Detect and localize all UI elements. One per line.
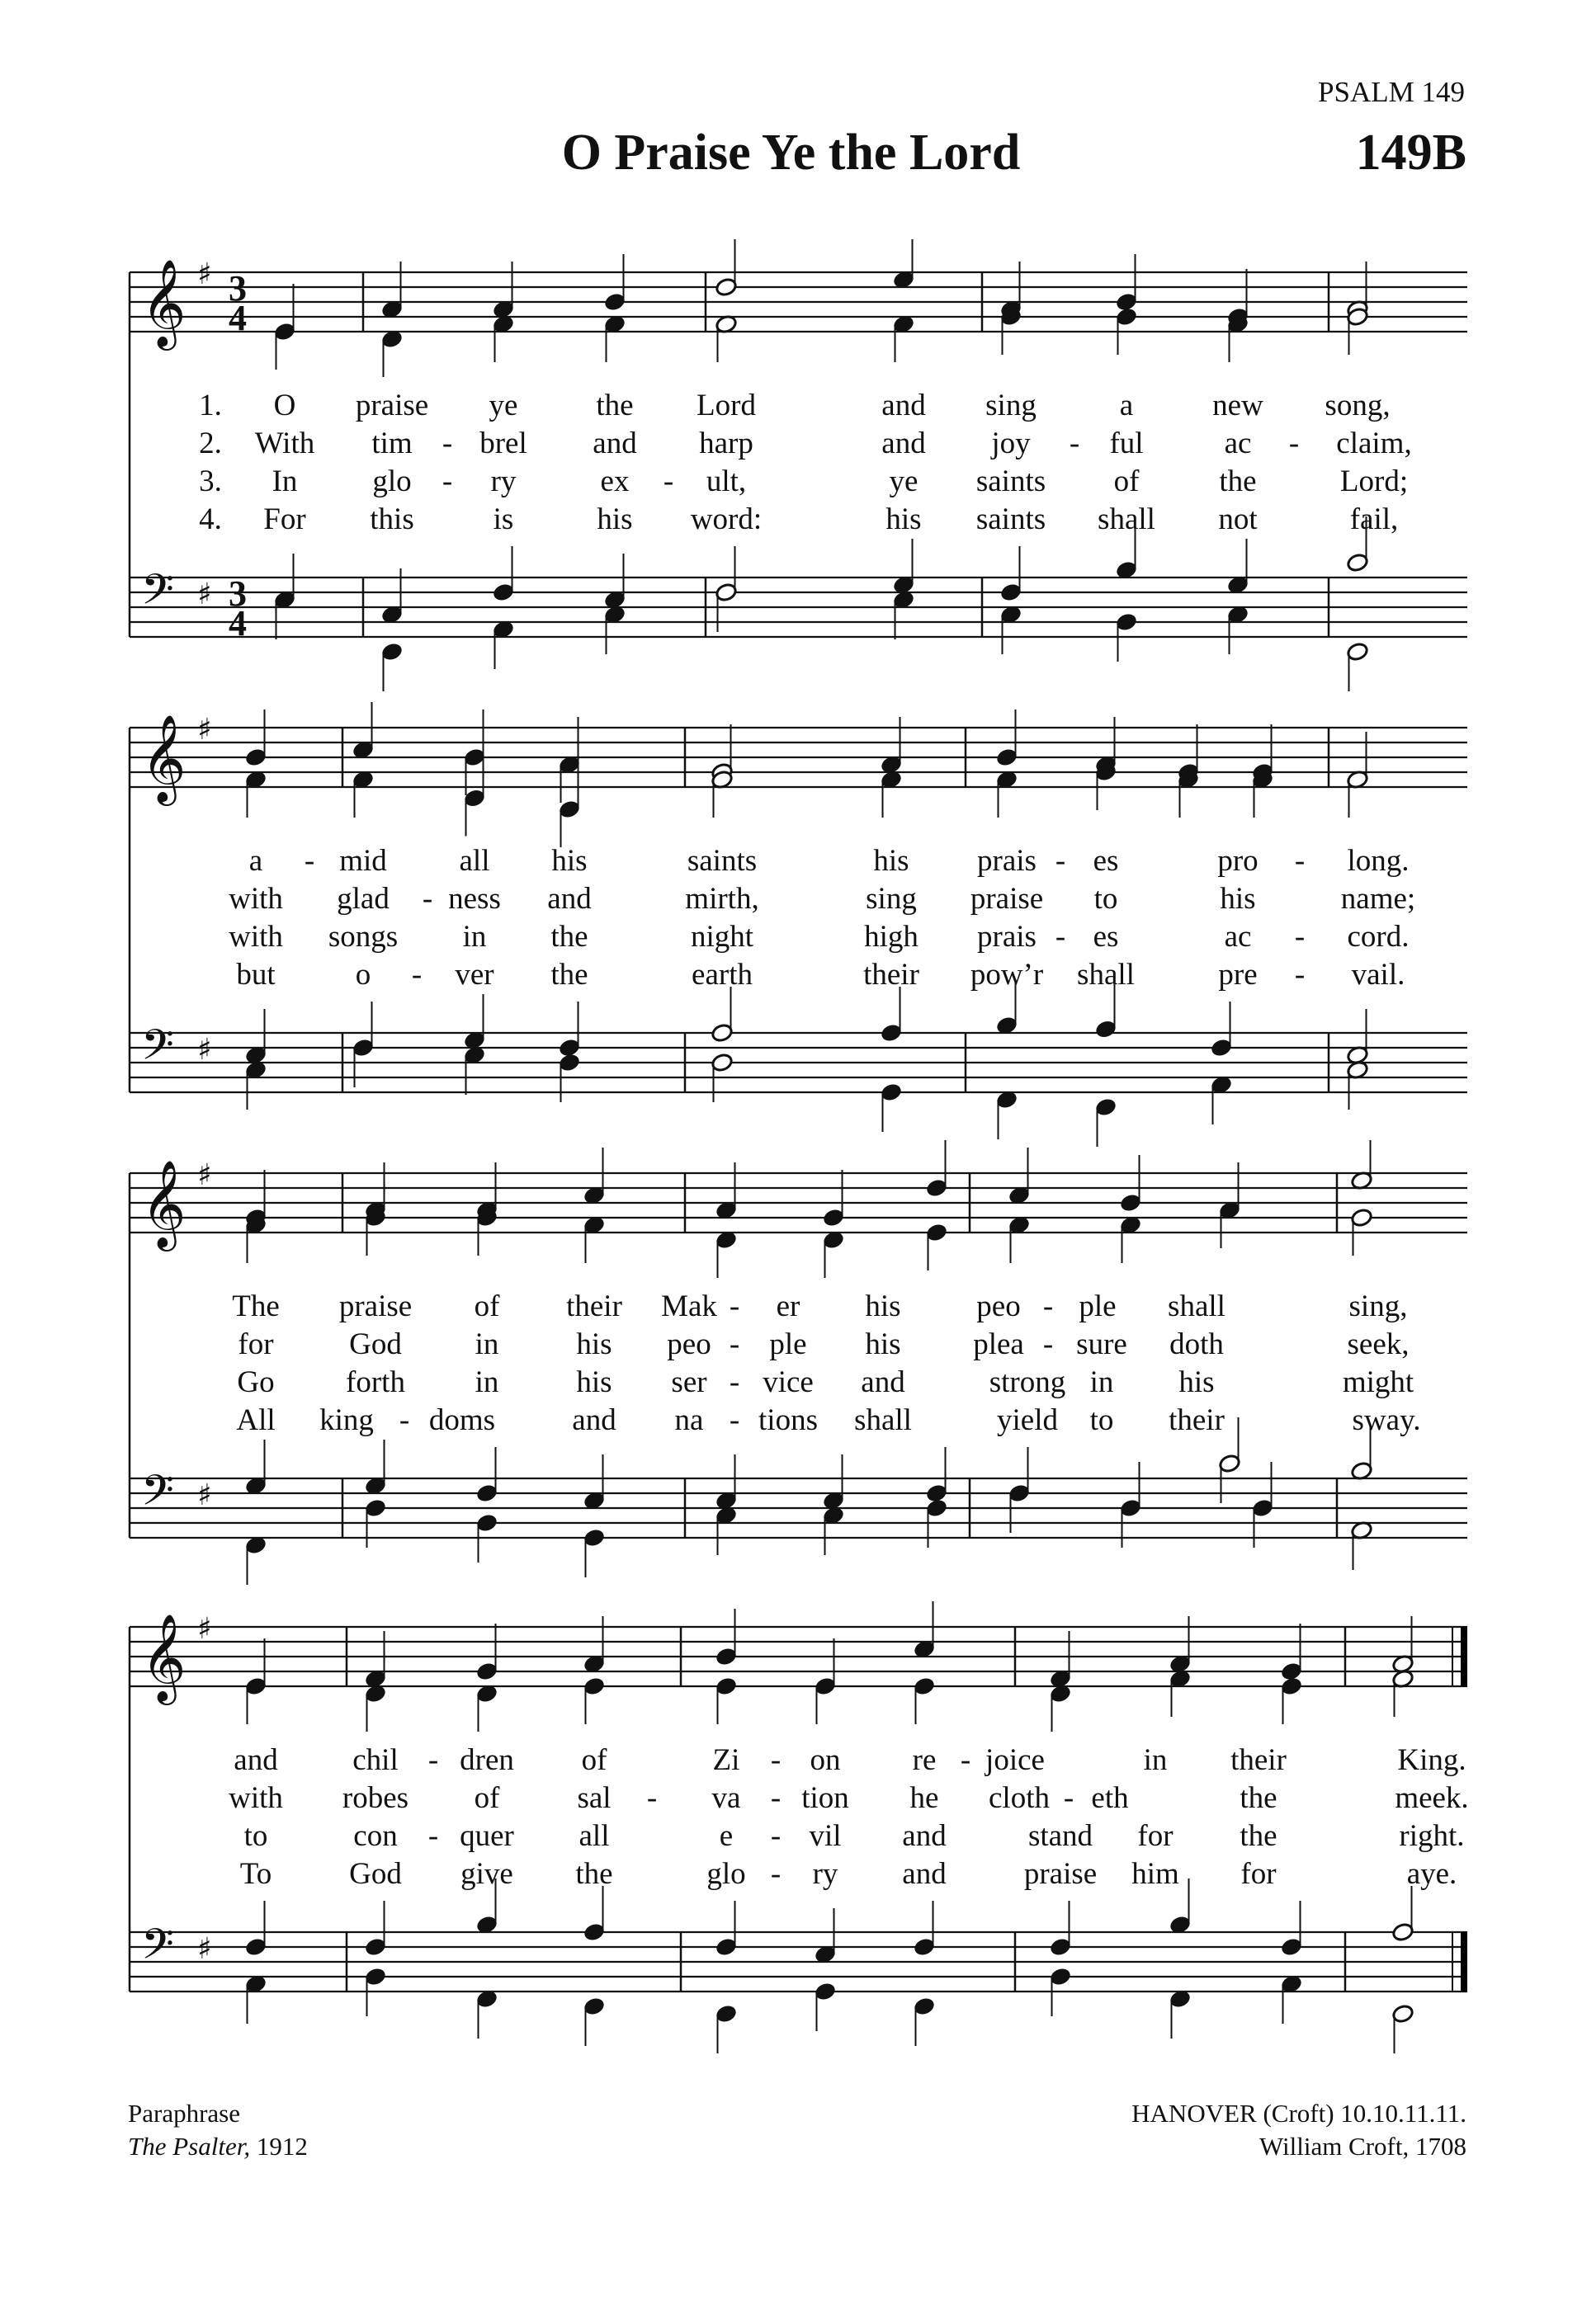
lyric-syllable: mirth, bbox=[685, 882, 759, 916]
lyric-syllable: God bbox=[349, 1327, 402, 1361]
lyric-syllable: joice bbox=[985, 1743, 1045, 1777]
tune-credit bbox=[1131, 2097, 1466, 2163]
lyric-syllable: his bbox=[551, 844, 588, 878]
lyric-syllable: - bbox=[304, 844, 315, 878]
treble-clef-icon: 𝄞 bbox=[141, 258, 187, 346]
lyric-syllable: - bbox=[646, 1781, 658, 1815]
lyric-syllable: - bbox=[960, 1743, 971, 1777]
key-signature-sharp-icon: ♯ bbox=[197, 1932, 212, 1966]
music-system-4 bbox=[0, 1594, 1582, 2056]
lyric-syllable: in bbox=[1143, 1743, 1168, 1777]
lyric-syllable: on bbox=[810, 1743, 841, 1777]
lyric-syllable: Mak bbox=[661, 1289, 717, 1323]
lyric-syllable: word: bbox=[690, 502, 763, 536]
lyric-syllable: the bbox=[550, 920, 588, 954]
lyric-syllable: meek. bbox=[1395, 1781, 1469, 1815]
lyric-syllable: ac bbox=[1224, 427, 1252, 460]
verse-4-lyrics-3 bbox=[0, 1402, 1582, 1440]
lyric-syllable: o bbox=[355, 958, 371, 992]
verse-2-lyrics-2 bbox=[0, 881, 1582, 919]
lyric-syllable: his bbox=[865, 1327, 901, 1361]
lyric-syllable: his bbox=[576, 1365, 612, 1399]
lyric-syllable: O bbox=[273, 389, 296, 422]
final-barline bbox=[1461, 1932, 1467, 1992]
lyric-syllable: for bbox=[238, 1327, 274, 1361]
lyric-syllable: in bbox=[475, 1365, 499, 1399]
text-credit bbox=[128, 2097, 308, 2163]
lyric-syllable: praise bbox=[970, 882, 1044, 916]
lyric-syllable: prais bbox=[977, 920, 1037, 954]
verse-number: 4. bbox=[199, 502, 222, 536]
final-barline bbox=[1461, 1627, 1467, 1686]
lyric-syllable: name; bbox=[1340, 882, 1416, 916]
lyric-syllable: of bbox=[1113, 464, 1140, 498]
lyric-syllable: tions bbox=[758, 1403, 818, 1437]
lyric-syllable: - bbox=[1042, 1327, 1054, 1361]
lyric-syllable: re bbox=[912, 1743, 937, 1777]
lyric-syllable: to bbox=[1093, 882, 1118, 916]
tune-name: HANOVER (Croft) 10.10.11.11. bbox=[1131, 2099, 1466, 2128]
bass-clef-icon: 𝄢 bbox=[141, 1465, 174, 1525]
lyric-syllable: Lord bbox=[697, 389, 756, 422]
lyric-syllable: es bbox=[1093, 844, 1119, 878]
lyric-syllable: - bbox=[442, 427, 453, 460]
music-system-1 bbox=[0, 239, 1582, 701]
lyric-syllable: and bbox=[881, 389, 926, 422]
lyric-syllable: - bbox=[729, 1365, 740, 1399]
lyric-syllable: plea bbox=[973, 1327, 1024, 1361]
key-signature-sharp-icon: ♯ bbox=[197, 257, 212, 291]
lyric-syllable: praise bbox=[355, 389, 429, 422]
time-signature-numerator: 3 bbox=[229, 268, 247, 309]
lyric-syllable: and bbox=[902, 1857, 947, 1891]
lyric-syllable: - bbox=[729, 1327, 740, 1361]
lyric-syllable: but bbox=[236, 958, 276, 992]
lyric-syllable: his bbox=[885, 502, 922, 536]
lyric-syllable: their bbox=[863, 958, 919, 992]
lyric-syllable: earth bbox=[692, 958, 753, 992]
verse-number: 2. bbox=[199, 427, 222, 460]
verse-4-lyrics-4 bbox=[0, 1856, 1582, 1894]
treble-clef-icon: 𝄞 bbox=[141, 1613, 187, 1701]
lyric-syllable: the bbox=[1219, 464, 1257, 498]
verse-3-lyrics-2 bbox=[0, 919, 1582, 957]
lyric-syllable: ex bbox=[600, 464, 630, 498]
lyric-syllable: seek, bbox=[1347, 1327, 1410, 1361]
composer-credit: William Croft, 1708 bbox=[1259, 2132, 1466, 2161]
lyric-syllable: fail, bbox=[1349, 502, 1399, 536]
lyric-syllable: stand bbox=[1027, 1819, 1093, 1853]
paraphrase-label: Paraphrase bbox=[128, 2099, 240, 2128]
hymn-number: 149B bbox=[1355, 125, 1466, 181]
lyric-syllable: night bbox=[690, 920, 754, 954]
lyric-syllable: a bbox=[248, 844, 263, 878]
key-signature-sharp-icon: ♯ bbox=[197, 577, 212, 611]
music-system-2 bbox=[0, 695, 1582, 1157]
verse-2-lyrics-4 bbox=[0, 1780, 1582, 1818]
lyric-syllable: pro bbox=[1217, 844, 1259, 878]
lyric-syllable: er bbox=[776, 1289, 800, 1323]
lyric-syllable: and bbox=[881, 427, 926, 460]
lyric-syllable: pow’r bbox=[970, 958, 1044, 992]
lyric-syllable: va bbox=[711, 1781, 741, 1815]
lyric-syllable: their bbox=[1230, 1743, 1287, 1777]
lyric-syllable: - bbox=[411, 958, 423, 992]
lyric-syllable: Zi bbox=[712, 1743, 740, 1777]
lyric-syllable: doth bbox=[1169, 1327, 1224, 1361]
lyric-syllable: and bbox=[572, 1403, 616, 1437]
lyric-syllable: - bbox=[729, 1289, 740, 1323]
source-credit bbox=[128, 2130, 308, 2163]
lyric-syllable: In bbox=[272, 464, 298, 498]
lyric-syllable: saints bbox=[687, 844, 758, 878]
lyric-syllable: the bbox=[1240, 1819, 1277, 1853]
lyric-syllable: of bbox=[474, 1289, 500, 1323]
lyric-syllable: to bbox=[243, 1819, 268, 1853]
verse-2-lyrics bbox=[0, 426, 1582, 464]
lyric-syllable: - bbox=[770, 1819, 782, 1853]
lyric-syllable: - bbox=[729, 1403, 740, 1437]
lyric-syllable: his bbox=[865, 1289, 901, 1323]
lyric-syllable: sing bbox=[866, 882, 917, 916]
source-year: 1912 bbox=[256, 2132, 308, 2161]
verse-1-lyrics-4 bbox=[0, 1742, 1582, 1780]
lyric-syllable: his bbox=[873, 844, 909, 878]
lyric-syllable: to bbox=[1089, 1403, 1114, 1437]
lyric-syllable: - bbox=[399, 1403, 410, 1437]
time-signature-denominator: 4 bbox=[229, 603, 247, 643]
lyric-syllable: eth bbox=[1091, 1781, 1129, 1815]
lyric-syllable: mid bbox=[339, 844, 387, 878]
lyric-syllable: of bbox=[581, 1743, 607, 1777]
key-signature-sharp-icon: ♯ bbox=[197, 713, 212, 747]
lyric-syllable: ver bbox=[455, 958, 494, 992]
lyric-syllable: glo bbox=[706, 1857, 746, 1891]
lyric-syllable: - bbox=[1294, 958, 1306, 992]
lyric-syllable: praise bbox=[338, 1289, 413, 1323]
lyric-syllable: God bbox=[349, 1857, 402, 1891]
lyric-syllable: a bbox=[1119, 389, 1134, 422]
lyric-syllable: in bbox=[462, 920, 487, 954]
lyric-syllable: ry bbox=[812, 1857, 838, 1891]
lyric-syllable: glo bbox=[372, 464, 412, 498]
lyric-syllable: - bbox=[427, 1819, 439, 1853]
lyric-syllable: peo bbox=[667, 1327, 711, 1361]
lyric-syllable: With bbox=[254, 427, 315, 460]
lyric-syllable: brel bbox=[479, 427, 527, 460]
lyric-syllable: - bbox=[427, 1743, 439, 1777]
lyric-syllable: joy bbox=[991, 427, 1031, 460]
time-signature-denominator: 4 bbox=[229, 298, 247, 338]
lyric-syllable: - bbox=[1055, 844, 1066, 878]
verse-4-lyrics bbox=[0, 502, 1582, 540]
lyric-syllable: - bbox=[1055, 920, 1066, 954]
lyric-syllable: - bbox=[1294, 920, 1306, 954]
lyric-syllable: vail. bbox=[1351, 958, 1405, 992]
lyric-syllable: shall bbox=[1098, 502, 1155, 536]
lyric-syllable: the bbox=[596, 389, 634, 422]
bass-clef-icon: 𝄢 bbox=[141, 1020, 174, 1080]
lyric-syllable: saints bbox=[975, 502, 1046, 536]
lyric-syllable: saints bbox=[975, 464, 1046, 498]
lyric-syllable: and bbox=[547, 882, 592, 916]
lyric-syllable: for bbox=[1240, 1857, 1277, 1891]
lyric-syllable: strong bbox=[989, 1365, 1066, 1399]
lyric-syllable: song, bbox=[1325, 389, 1391, 422]
lyric-syllable: ry bbox=[490, 464, 517, 498]
lyric-syllable: tion bbox=[801, 1781, 849, 1815]
lyric-syllable: sure bbox=[1076, 1327, 1127, 1361]
verse-2-lyrics-3 bbox=[0, 1327, 1582, 1365]
lyric-syllable: - bbox=[770, 1781, 782, 1815]
lyric-syllable: con bbox=[353, 1819, 398, 1853]
lyric-syllable: and bbox=[234, 1743, 278, 1777]
lyric-syllable: shall bbox=[1077, 958, 1135, 992]
lyric-syllable: is bbox=[493, 502, 514, 536]
lyric-syllable: ple bbox=[769, 1327, 807, 1361]
verse-1-lyrics-2 bbox=[0, 843, 1582, 881]
lyric-syllable: ye bbox=[489, 389, 518, 422]
treble-clef-icon: 𝄞 bbox=[141, 1159, 187, 1247]
lyric-syllable: e bbox=[719, 1819, 734, 1853]
verse-1-lyrics bbox=[0, 388, 1582, 426]
lyric-syllable: Go bbox=[237, 1365, 275, 1399]
key-signature-sharp-icon: ♯ bbox=[197, 1612, 212, 1646]
lyric-syllable: - bbox=[663, 464, 674, 498]
lyric-syllable: ser bbox=[671, 1365, 707, 1399]
lyric-syllable: vice bbox=[763, 1365, 814, 1399]
bass-clef-icon: 𝄢 bbox=[141, 1919, 174, 1979]
lyric-syllable: prais bbox=[977, 844, 1037, 878]
lyric-syllable: - bbox=[1069, 427, 1080, 460]
lyric-syllable: yield bbox=[997, 1403, 1058, 1437]
lyric-syllable: es bbox=[1093, 920, 1119, 954]
lyric-syllable: and bbox=[861, 1365, 905, 1399]
lyric-syllable: and bbox=[902, 1819, 947, 1853]
lyric-syllable: give bbox=[460, 1857, 513, 1891]
lyric-syllable: high bbox=[864, 920, 919, 954]
verse-number: 3. bbox=[199, 464, 222, 498]
lyric-syllable: pre bbox=[1218, 958, 1258, 992]
lyric-syllable: King. bbox=[1397, 1743, 1466, 1777]
lyric-syllable: right. bbox=[1399, 1819, 1465, 1853]
lyric-syllable: their bbox=[1169, 1403, 1225, 1437]
lyric-syllable: dren bbox=[460, 1743, 514, 1777]
lyric-syllable: robes bbox=[342, 1781, 409, 1815]
verse-number: 1. bbox=[199, 389, 222, 422]
lyric-syllable: sway. bbox=[1352, 1403, 1421, 1437]
lyric-syllable: doms bbox=[428, 1403, 496, 1437]
key-signature-sharp-icon: ♯ bbox=[197, 1158, 212, 1192]
lyric-syllable: - bbox=[1288, 427, 1300, 460]
lyric-syllable: with bbox=[229, 1781, 283, 1815]
lyric-syllable: glad bbox=[337, 882, 390, 916]
lyric-syllable: him bbox=[1131, 1857, 1179, 1891]
lyric-syllable: praise bbox=[1023, 1857, 1098, 1891]
lyric-syllable: with bbox=[229, 882, 283, 916]
lyric-syllable: The bbox=[232, 1289, 280, 1323]
lyric-syllable: ye bbox=[889, 464, 919, 498]
lyric-syllable: his bbox=[597, 502, 633, 536]
lyric-syllable: for bbox=[1137, 1819, 1174, 1853]
treble-clef-icon: 𝄞 bbox=[141, 714, 187, 802]
lyric-syllable: king bbox=[319, 1403, 374, 1437]
lyric-syllable: his bbox=[1220, 882, 1256, 916]
lyric-syllable: in bbox=[475, 1327, 499, 1361]
lyric-syllable: their bbox=[566, 1289, 622, 1323]
lyric-syllable: and bbox=[593, 427, 637, 460]
lyric-syllable: claim, bbox=[1336, 427, 1412, 460]
lyric-syllable: this bbox=[370, 502, 414, 536]
lyric-syllable: vil bbox=[809, 1819, 842, 1853]
lyric-syllable: sing bbox=[985, 389, 1037, 422]
lyric-syllable: shall bbox=[1168, 1289, 1225, 1323]
lyric-syllable: cord. bbox=[1347, 920, 1410, 954]
lyric-syllable: in bbox=[1089, 1365, 1114, 1399]
lyric-syllable: ac bbox=[1224, 920, 1252, 954]
lyric-syllable: new bbox=[1212, 389, 1263, 422]
psalm-reference: PSALM 149 bbox=[1318, 76, 1465, 108]
lyric-syllable: ple bbox=[1079, 1289, 1117, 1323]
lyric-syllable: - bbox=[770, 1857, 782, 1891]
verse-4-lyrics-2 bbox=[0, 957, 1582, 995]
lyric-syllable: To bbox=[239, 1857, 272, 1891]
lyric-syllable: with bbox=[229, 920, 283, 954]
lyric-syllable: ful bbox=[1109, 427, 1144, 460]
source-title: The Psalter, bbox=[128, 2132, 251, 2161]
lyric-syllable: Lord; bbox=[1339, 464, 1409, 498]
lyric-syllable: sing, bbox=[1348, 1289, 1408, 1323]
lyric-syllable: ness bbox=[448, 882, 501, 916]
lyric-syllable: - bbox=[442, 464, 453, 498]
lyric-syllable: his bbox=[1178, 1365, 1215, 1399]
verse-3-lyrics-3 bbox=[0, 1365, 1582, 1402]
lyric-syllable: he bbox=[909, 1781, 939, 1815]
time-signature-numerator: 3 bbox=[229, 573, 247, 614]
lyric-syllable: the bbox=[1240, 1781, 1277, 1815]
hymn-title: O Praise Ye the Lord bbox=[561, 125, 1021, 181]
lyric-syllable: chil bbox=[352, 1743, 399, 1777]
lyric-syllable: na bbox=[674, 1403, 704, 1437]
lyric-syllable: all bbox=[578, 1819, 610, 1853]
lyric-syllable: tim bbox=[371, 427, 413, 460]
lyric-syllable: All bbox=[236, 1403, 276, 1437]
lyric-syllable: sal bbox=[577, 1781, 612, 1815]
lyric-syllable: all bbox=[459, 844, 490, 878]
lyric-syllable: not bbox=[1218, 502, 1258, 536]
lyric-syllable: cloth bbox=[989, 1781, 1050, 1815]
lyric-syllable: For bbox=[263, 502, 306, 536]
key-signature-sharp-icon: ♯ bbox=[197, 1478, 212, 1512]
lyric-syllable: shall bbox=[854, 1403, 912, 1437]
lyric-syllable: of bbox=[474, 1781, 500, 1815]
lyric-syllable: the bbox=[575, 1857, 613, 1891]
verse-3-lyrics bbox=[0, 464, 1582, 502]
lyric-syllable: the bbox=[550, 958, 588, 992]
lyric-syllable: songs bbox=[328, 920, 399, 954]
lyric-syllable: forth bbox=[346, 1365, 405, 1399]
key-signature-sharp-icon: ♯ bbox=[197, 1033, 212, 1067]
bass-clef-icon: 𝄢 bbox=[141, 564, 174, 625]
lyric-syllable: his bbox=[576, 1327, 612, 1361]
lyric-syllable: long. bbox=[1347, 844, 1410, 878]
lyric-syllable: - bbox=[1294, 844, 1306, 878]
verse-1-lyrics-3 bbox=[0, 1289, 1582, 1327]
lyric-syllable: - bbox=[1042, 1289, 1054, 1323]
lyric-syllable: peo bbox=[976, 1289, 1021, 1323]
lyric-syllable: - bbox=[1063, 1781, 1074, 1815]
lyric-syllable: might bbox=[1342, 1365, 1414, 1399]
music-system-3 bbox=[0, 1140, 1582, 1602]
lyric-syllable: ult, bbox=[706, 464, 747, 498]
verse-3-lyrics-4 bbox=[0, 1818, 1582, 1856]
lyric-syllable: harp bbox=[699, 427, 753, 460]
lyric-syllable: aye. bbox=[1406, 1857, 1457, 1891]
lyric-syllable: - bbox=[422, 882, 433, 916]
lyric-syllable: quer bbox=[460, 1819, 514, 1853]
lyric-syllable: - bbox=[770, 1743, 782, 1777]
